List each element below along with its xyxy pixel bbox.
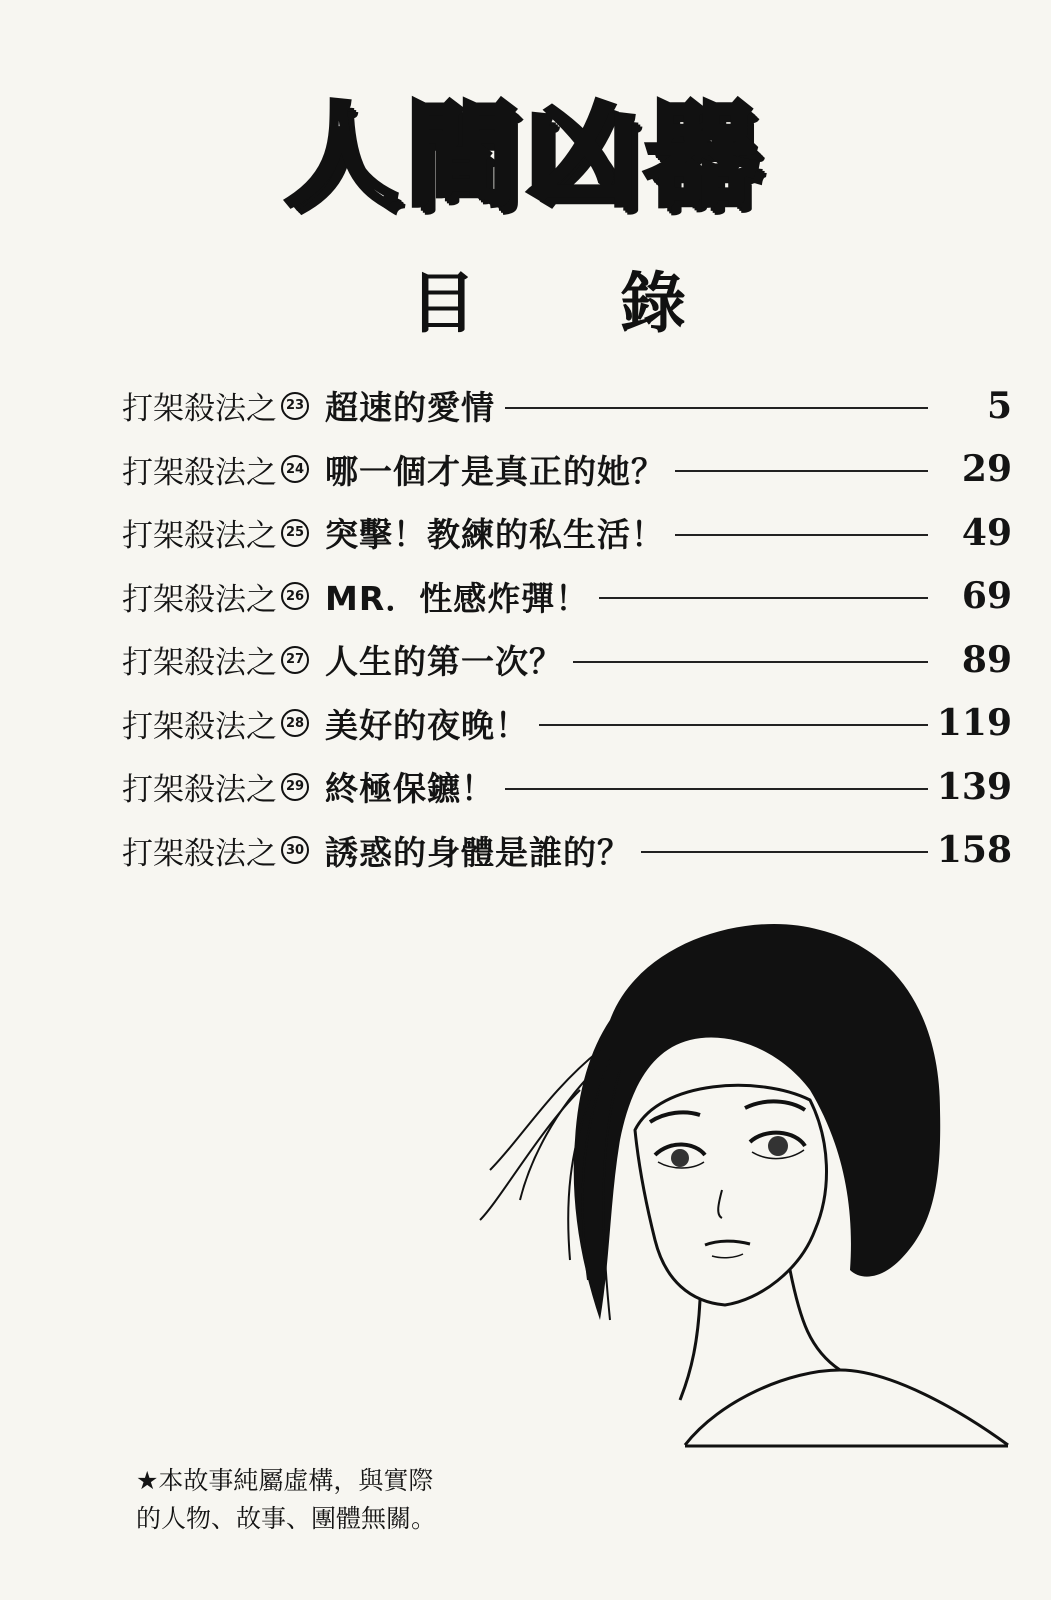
- toc-entry-prefix: 打架殺法之: [122, 518, 277, 555]
- leader-line: [675, 534, 928, 536]
- toc-entry[interactable]: [122, 692, 1012, 756]
- chapter-number-badge: 30: [281, 836, 309, 864]
- table-of-contents: [122, 374, 1012, 882]
- disclaimer-line-2: 的人物、故事、團體無關。: [136, 1504, 437, 1533]
- shoulders: [685, 1370, 1008, 1445]
- toc-entry-prefix: 打架殺法之: [122, 391, 277, 428]
- chapter-number-badge: 24: [281, 455, 309, 483]
- toc-entry[interactable]: [122, 501, 1012, 565]
- toc-entry-prefix: 打架殺法之: [122, 645, 277, 682]
- toc-entry[interactable]: [122, 628, 1012, 692]
- chapter-title: 誘惑的身體是誰的？: [325, 832, 631, 872]
- face: [635, 1085, 826, 1305]
- toc-heading-right: 錄: [620, 265, 686, 342]
- toc-entry[interactable]: [122, 755, 1012, 819]
- page-number: 5: [986, 384, 1012, 427]
- chapter-title: 哪一個才是真正的她？: [325, 451, 665, 491]
- toc-entry[interactable]: [122, 438, 1012, 502]
- page-number: 158: [936, 829, 1012, 872]
- page-number: 49: [961, 511, 1012, 554]
- toc-entry-prefix: 打架殺法之: [122, 454, 277, 491]
- leader-line: [641, 851, 928, 853]
- book-title: 人間凶器: [285, 91, 766, 221]
- chapter-title: MR．性感炸彈！: [325, 578, 590, 618]
- chapter-number-badge: 26: [281, 582, 309, 610]
- character-portrait-illustration: [460, 900, 1040, 1460]
- leader-line: [539, 724, 928, 726]
- chapter-number-badge: 28: [281, 709, 309, 737]
- page-number: 119: [936, 702, 1012, 745]
- chapter-title: 終極保鑣！: [325, 769, 495, 809]
- toc-entry-prefix: 打架殺法之: [122, 772, 277, 809]
- toc-entry-prefix: 打架殺法之: [122, 835, 277, 872]
- leader-line: [675, 470, 928, 472]
- chapter-number-badge: 23: [281, 392, 309, 420]
- leader-line: [573, 661, 928, 663]
- toc-entry[interactable]: [122, 374, 1012, 438]
- chapter-number-badge: 25: [281, 519, 309, 547]
- leader-line: [599, 597, 928, 599]
- chapter-number-badge: 29: [281, 773, 309, 801]
- disclaimer-note: [136, 1462, 556, 1538]
- chapter-title: 突擊！教練的私生活！: [325, 515, 665, 555]
- toc-entry[interactable]: [122, 565, 1012, 629]
- chapter-title: 人生的第一次？: [325, 642, 563, 682]
- toc-entry-prefix: 打架殺法之: [122, 708, 277, 745]
- chapter-title: 美好的夜晚！: [325, 705, 529, 745]
- toc-entry-prefix: 打架殺法之: [122, 581, 277, 618]
- disclaimer-line-1: ★本故事純屬虛構，與實際: [136, 1466, 434, 1495]
- leader-line: [505, 407, 928, 409]
- leader-line: [505, 788, 928, 790]
- page-number: 29: [961, 448, 1012, 491]
- chapter-title: 超速的愛情: [325, 388, 495, 428]
- page-number: 69: [961, 575, 1012, 618]
- page-number: 139: [936, 765, 1012, 808]
- toc-heading: [410, 250, 710, 340]
- toc-entry[interactable]: [122, 819, 1012, 883]
- page-number: 89: [961, 638, 1012, 681]
- chapter-number-badge: 27: [281, 646, 309, 674]
- toc-heading-left: 目: [410, 265, 476, 342]
